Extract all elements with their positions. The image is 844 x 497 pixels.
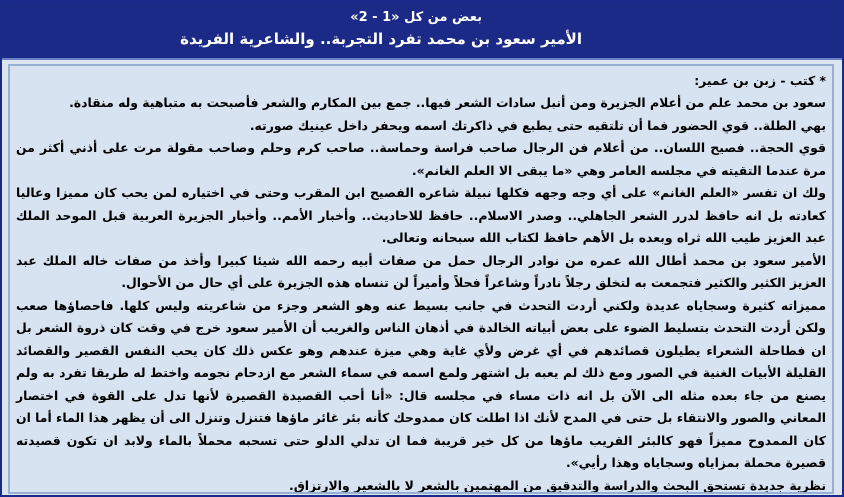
article-paragraph: قوي الحجة.. فصيح اللسان.. من أعلام فن الرجال صاحب فراسة وحماسة.. صاحب كرم وحلم وصاحب مقولة مرت على أذني أكثر من مرة عندما التقيته في مجلسه العامر وهي «ما يبقى الا العلم الغانم». bbox=[16, 140, 826, 178]
article-paragraph: نظرية جديدة تستحق البحث والدراسة والتدقيق من المهتمين بالشعر لا بالشعير والارتزاق. bbox=[289, 477, 826, 493]
article-paragraph: بهي الطلة.. قوي الحضور فما أن تلتقيه حتى يطبع في ذاكرتك اسمه ويحفر داخل عينيك صورته. bbox=[249, 117, 826, 133]
article-paragraph: سعود بن محمد علم من أعلام الجزيرة ومن أنبل سادات الشعر فيها.. جمع بين المكارم والشعر فأصبحت به متباهية وله منقادة. bbox=[69, 95, 826, 110]
article-title: الأمير سعود بن محمد تفرد التجربة.. والشاعرية الفريدة bbox=[180, 30, 582, 48]
article-body bbox=[8, 64, 834, 494]
article-paragraph: مميزاته كثيرة وسجاياه عديدة ولكني أردت التحدث في جانب بسيط عنه وهو الشعر وجزء من شاعريته وليس كلها. فاحصاؤها صعب ولكن أردت التحدث بتسليط الضوء على بعض أبياته الخالدة في أذهان الناس والغريب أن الأمير سعود خرج في وقت كان ذروة الشعر بل ان فطاحلة الشعراء يطيلون قصائدهم في أي غرض ولأي غاية وهي ميزة عندهم وهو عكس ذلك كان يحب النفس القصير والقصائد القليلة الأبيات الغنية في الصور ومع ذلك لم يعبه بل اشتهر ولمع اسمه في سماء الشعر مع ازدحام نجومه واختط له طريقا تفرد به ولم يصنع من جاء بعده مثله الى الآن بل انه ذات مساء في مجلسه قال: «أنا أحب القصيدة القصيرة لأنها تدل على القوة في اختصار المعاني والصور والانتقاء بل حتى في المدح لأنك اذا اطلت كان ممدوحك كأنه بئر غائر ماؤها فتنزل وتنزل الى أن يظهر هذا الماء أما ان كان الممدوح مميزاً فهو كالبئر القريب ماؤها من كل خير قريبة فما ان تدلي الدلو حتى تسحبه محملاً بالماء ولابد ان تكون قصيدته قصيرة محملة بمزاياه وسجاياه وهذا رأيي». bbox=[16, 297, 826, 470]
series-kicker: بعض من كل «1 - 2» bbox=[350, 10, 482, 25]
author-credit: * كتب - زبن بن عمير: bbox=[694, 73, 826, 88]
article-paragraph: الأمير سعود بن محمد أطال الله عمره من نوادر الرجال حمل من صفات أبيه رحمه الله شيئا كبيرا وأخذ من صفات خاله الملك عبد العزيز الكثير والكثير فتجمعت به لتخلق رجلاً نادراً وشاعراً فحلاً وأميراً لن تنساه هذه الجزيرة على أي حال من الأحوال. bbox=[16, 252, 826, 290]
article-paragraph: ولك ان تفسر «العلم الغانم» على أي وجه وجهه فكلها نبيلة شاعره الفصيح ابن المقرب وحتى في اختياره لمن يحب كان مميزا وعاليا كعادته بل انه حافظ لدرر الشعر الجاهلي.. وصدر الاسلام.. حافظ للاحاديث.. وأخبار الأمم.. وأخبار الجزيرة العربية قبل الموحد الملك عبد العزيز طيب الله ثراه وبعده بل الأهم حافظ لكتاب الله سبحانه وتعالى. bbox=[16, 185, 826, 245]
article-header bbox=[2, 2, 842, 60]
